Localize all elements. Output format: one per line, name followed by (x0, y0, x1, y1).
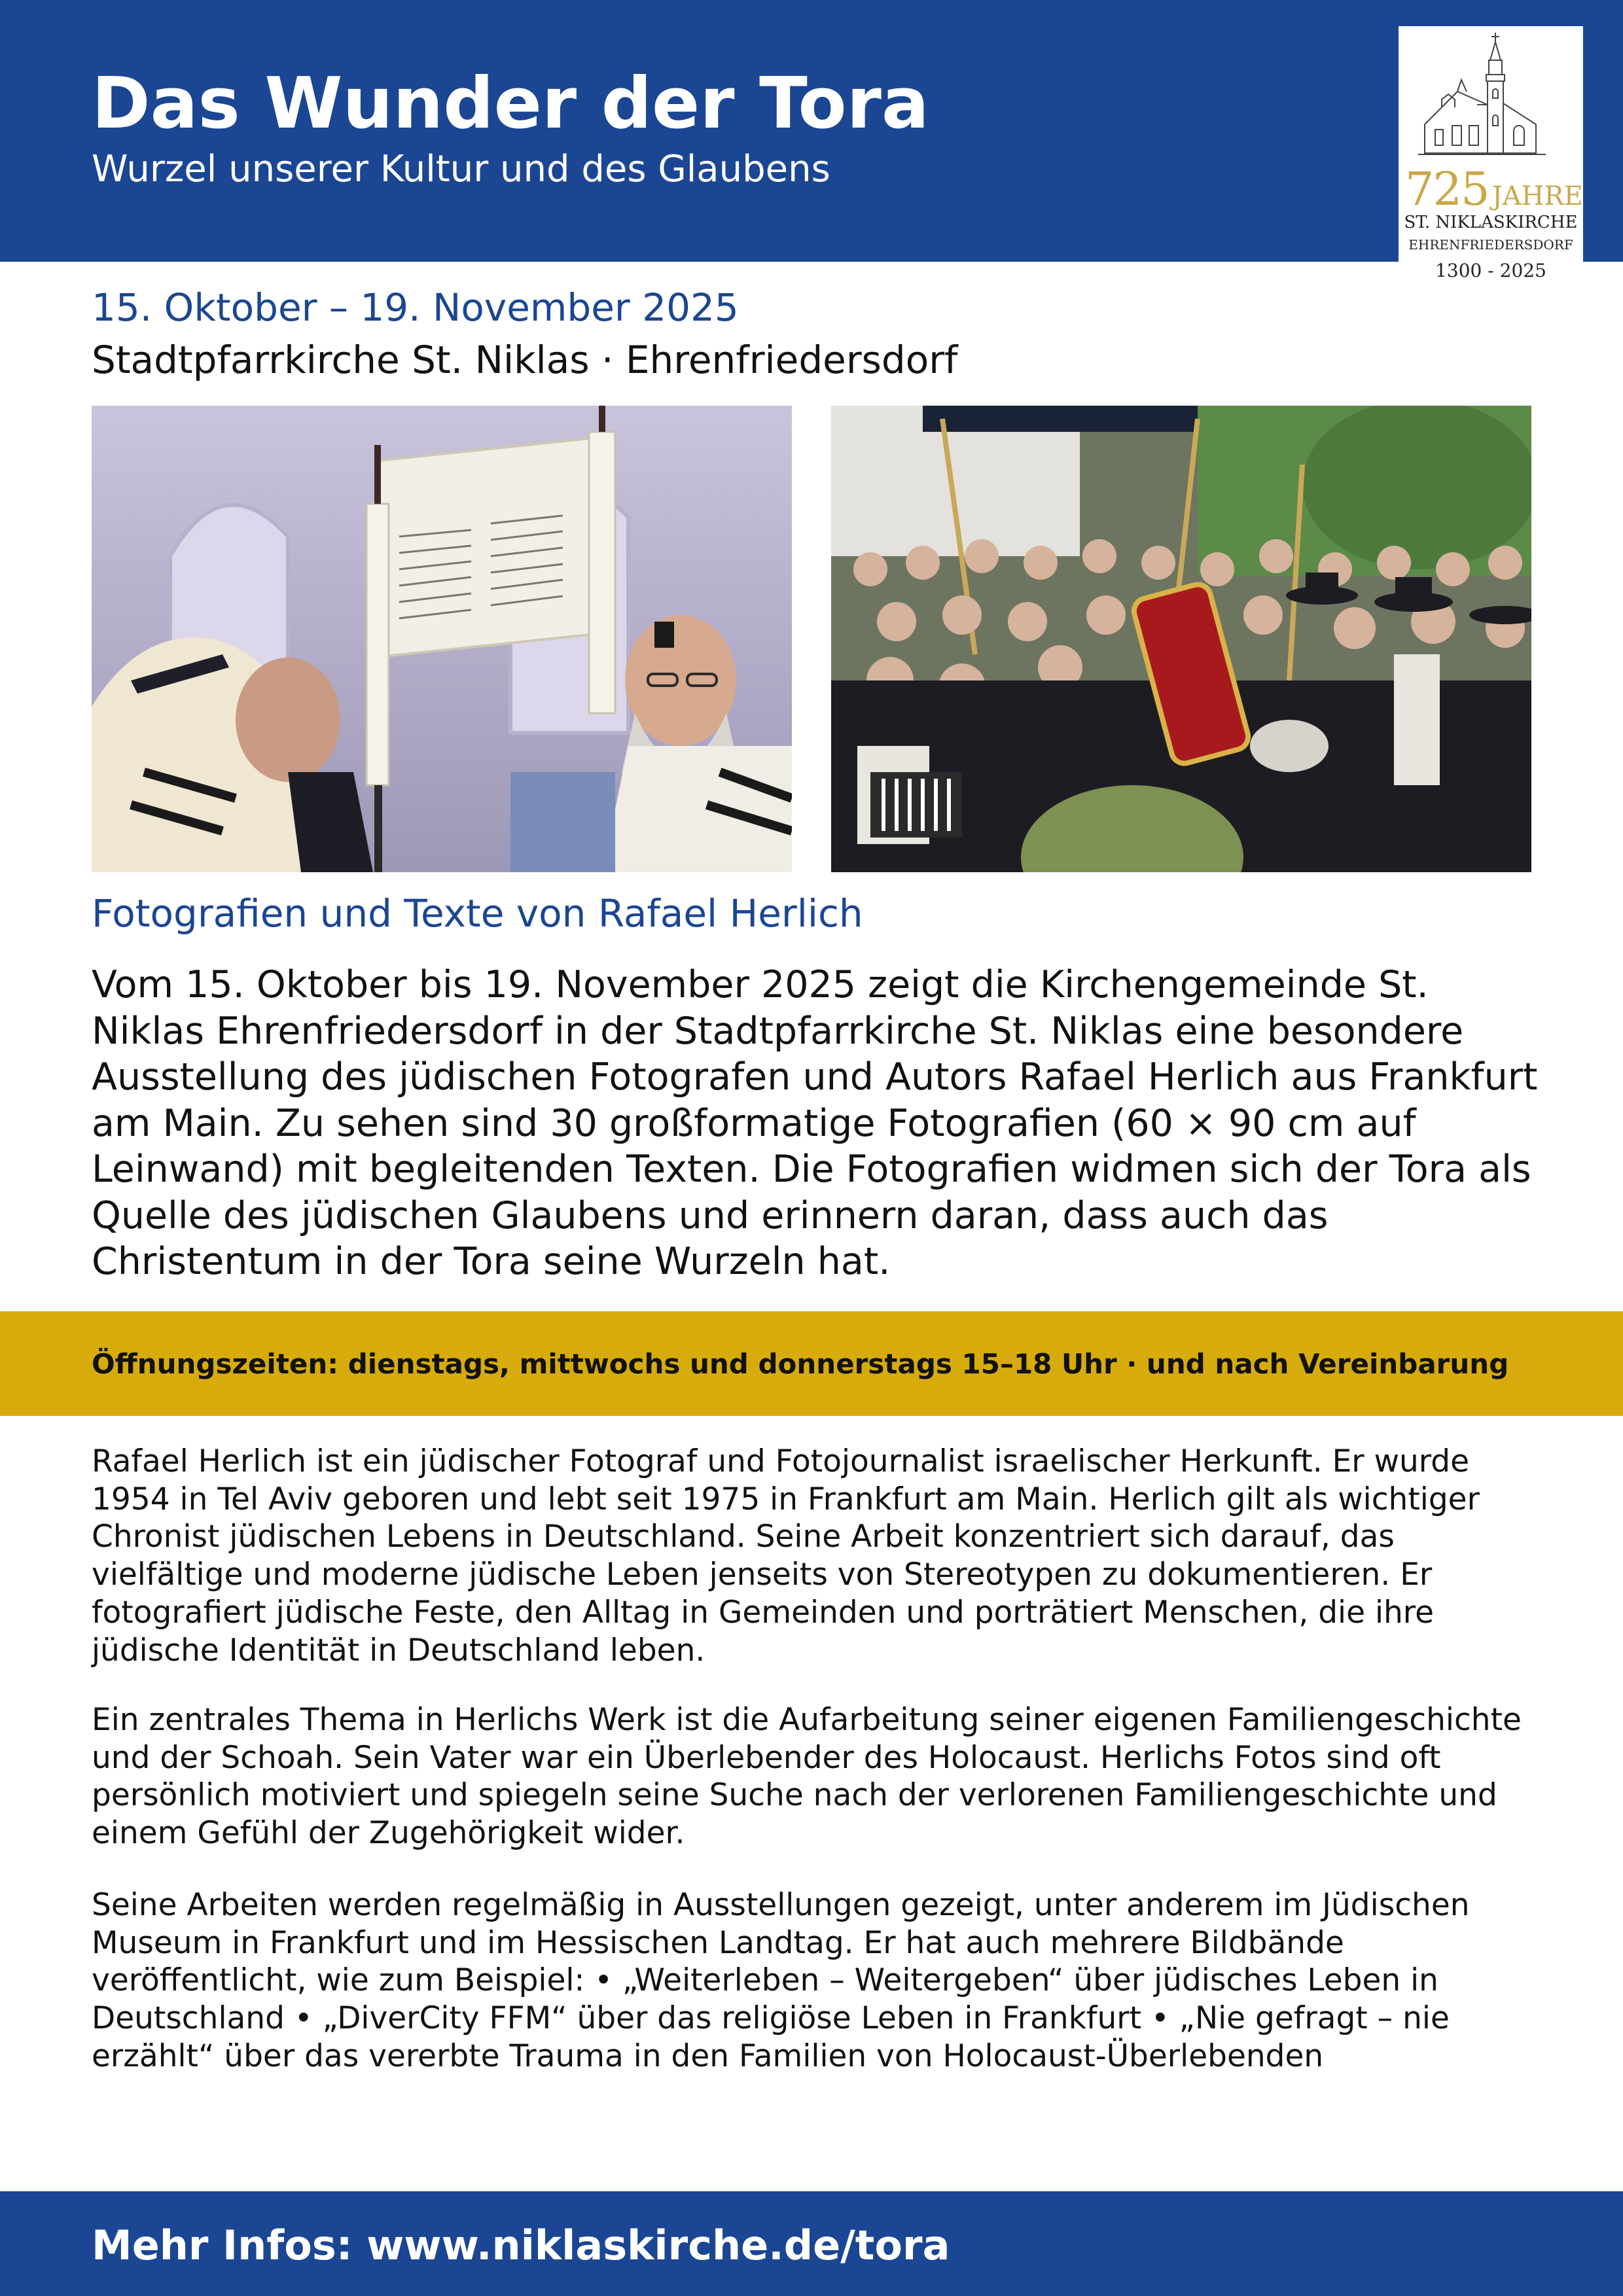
opening-hours: Öffnungszeiten: dienstags, mittwochs und donnerstags 15–18 Uhr · und nach Vereinbarung (92, 1348, 1509, 1380)
church-drawing-icon (1399, 26, 1583, 167)
logo-years-word: JAHRE (1491, 181, 1583, 211)
page-subtitle: Wurzel unserer Kultur und des Glaubens (92, 148, 830, 190)
footer-info-link: Mehr Infos: www.niklaskirche.de/tora (92, 2221, 950, 2269)
header-banner (0, 0, 1623, 262)
bio-paragraph-2: Ein zentrales Thema in Herlichs Werk ist die Aufarbeitung seiner eigenen Familiengeschichte und der Schoah. Sein Vater war ein Überlebender des Holocaust. Herlichs Fotos sind oft persönlich motiviert und spiegeln seine Suche nach der verlorenen Familiengeschichte und einem Gefühl der Zugehörigkeit wider. (92, 1702, 1522, 1852)
photo-credit: Fotografien und Texte von Rafael Herlich (92, 891, 863, 936)
bio-paragraph-1: Rafael Herlich ist ein jüdischer Fotograf und Fotojournalist israelischer Herkunft. Er wurde 1954 in Tel Aviv geboren und lebt seit 1975 in Frankfurt am Main. Herlich gilt als wichtiger Chronist jüdischen Lebens in Deutschland. Seine Arbeit konzentriert sich darauf, das vielfältige und moderne jüdische Leben jenseits von Stereotypen zu dokumentieren. Er fotografiert jüdische Feste, den Alltag in Gemeinden und porträtiert Menschen, die ihre jüdische Identität in Deutschland leben. (92, 1443, 1480, 1669)
logo-year-range: 1300 - 2025 (1435, 260, 1546, 281)
logo-years (1405, 162, 1583, 216)
torah-reading-photo (92, 406, 792, 872)
logo-church-name: ST. NIKLASKIRCHE (1404, 213, 1578, 232)
lead-paragraph: Vom 15. Oktober bis 19. November 2025 zeigt die Kirchengemeinde St. Niklas Ehrenfriedersdorf in der Stadtpfarrkirche St. Niklas eine besondere Ausstellung des jüdischen Fotografen und Autors Rafael Herlich aus Frankfurt am Main. Zu sehen sind 30 großformatige Fotografien (60 × 90 cm auf Leinwand) mit begleitenden Texten. Die Fotografien widmen sich der Tora als Quelle des jüdischen Glaubens und erinnern daran, dass auch das Christentum in der Tora seine Wurzeln hat. (92, 963, 1538, 1283)
torah-procession-photo (831, 406, 1531, 872)
logo-place: EHRENFRIEDERSDORF (1408, 237, 1573, 253)
anniversary-logo (1399, 26, 1583, 285)
bio-paragraph-3: Seine Arbeiten werden regelmäßig in Ausstellungen gezeigt, unter anderem im Jüdischen Museum in Frankfurt und im Hessischen Landtag. Er hat auch mehrere Bildbände veröffentlicht, wie zum Beispiel: • „Weiterleben – Weitergeben“ über jüdisches Leben in Deutschland • „DiverCity FFM“ über das religiöse Leben in Frankfurt • „Nie gefragt – nie erzählt“ über das vererbte Trauma in den Familien von Holocaust-Überlebenden (92, 1887, 1470, 2074)
footer-banner (0, 2191, 1623, 2296)
event-location: Stadtpfarrkirche St. Niklas · Ehrenfriedersdorf (92, 338, 958, 382)
opening-hours-bar (0, 1311, 1623, 1416)
page-title: Das Wunder der Tora (92, 63, 929, 145)
event-dates: 15. Oktober – 19. November 2025 (92, 285, 739, 330)
logo-years-number: 725 (1405, 162, 1489, 216)
